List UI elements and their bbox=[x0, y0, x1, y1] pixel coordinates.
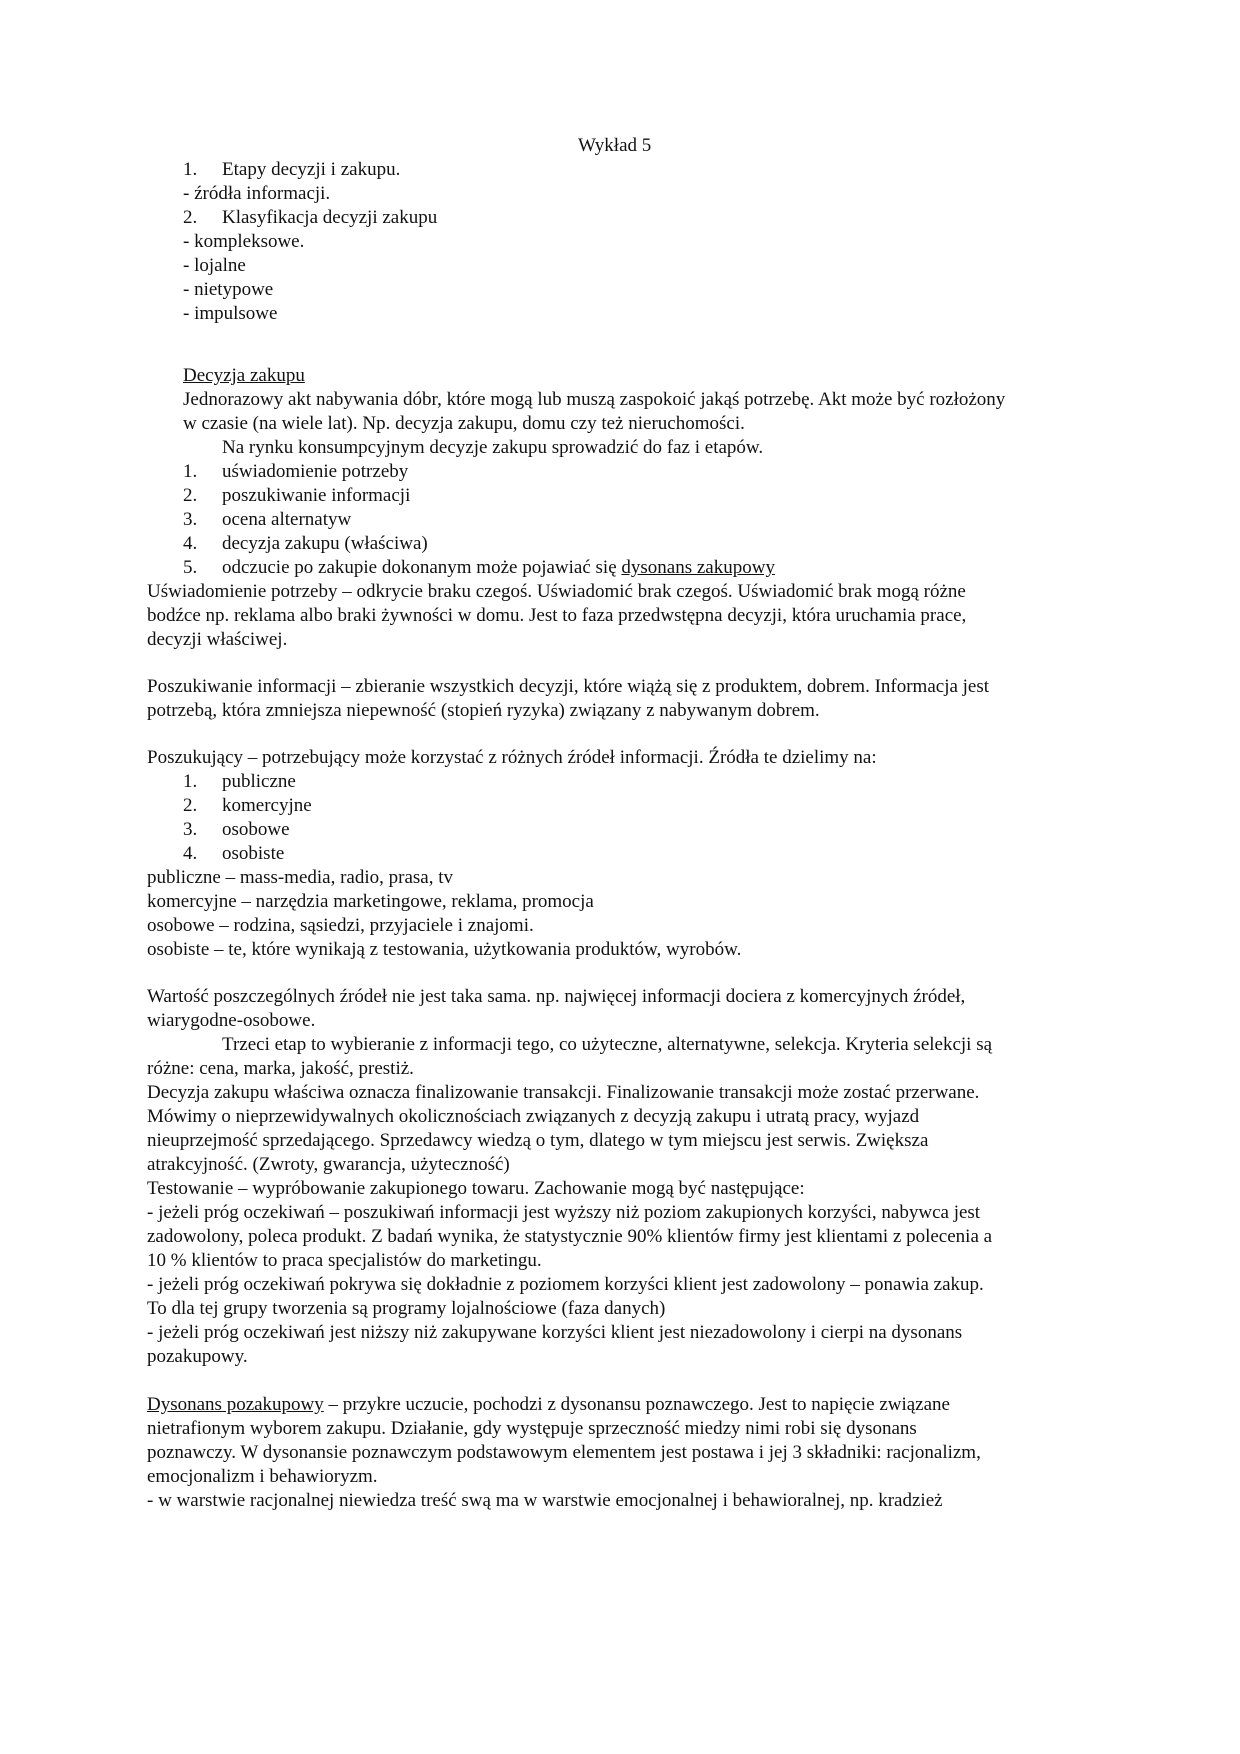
page-title: Wykład 5 bbox=[578, 135, 652, 156]
paragraph-line: Poszukiwanie informacji – zbieranie wszystkich decyzji, które wiążą się z produktem, dobrem. Informacja jest bbox=[147, 676, 990, 697]
paragraph-line: - jeżeli próg oczekiwań jest niższy niż zakupywane korzyści klient jest niezadowolony i cierpi na dysonans bbox=[147, 1322, 963, 1343]
paragraph-line: pozakupowy. bbox=[147, 1346, 248, 1367]
outline-number: 1. bbox=[183, 159, 198, 180]
paragraph-line: Testowanie – wypróbowanie zakupionego towaru. Zachowanie mogą być następujące: bbox=[147, 1178, 805, 1199]
stage-item bbox=[222, 556, 775, 580]
stage-number: 4. bbox=[183, 533, 198, 554]
paragraph-line: wiarygodne-osobowe. bbox=[147, 1010, 316, 1031]
paragraph-line: Decyzja zakupu właściwa oznacza finalizowanie transakcji. Finalizowanie transakcji może zostać przerwane. bbox=[147, 1082, 980, 1103]
paragraph-line: Wartość poszczególnych źródeł nie jest taka sama. np. najwięcej informacji dociera z komercyjnych źródeł, bbox=[147, 986, 966, 1007]
paragraph-line: To dla tej grupy tworzenia są programy lojalnościowe (faza danych) bbox=[147, 1298, 666, 1319]
paragraph-line: Uświadomienie potrzeby – odkrycie braku czegoś. Uświadomić brak czegoś. Uświadomić brak mogą różne bbox=[147, 581, 966, 602]
paragraph-line: różne: cena, marka, jakość, prestiż. bbox=[147, 1058, 414, 1079]
paragraph-line: - jeżeli próg oczekiwań pokrywa się dokładnie z poziomem korzyści klient jest zadowolony – ponawia zakup. bbox=[147, 1274, 984, 1295]
stage-number: 3. bbox=[183, 509, 198, 530]
paragraph-line: potrzebą, która zmniejsza niepewność (stopień ryzyka) związany z nabywanym dobrem. bbox=[147, 700, 820, 721]
dissonance-term: Dysonans pozakupowy bbox=[147, 1394, 324, 1415]
paragraph-line: nieuprzejmość sprzedającego. Sprzedawcy wiedzą o tym, dlatego w tym miejscu jest serwis. Zwiększa bbox=[147, 1130, 929, 1151]
outline-number: 2. bbox=[183, 207, 198, 228]
source-number: 2. bbox=[183, 795, 198, 816]
outline-subitem: - lojalne bbox=[183, 255, 246, 276]
source-description: osobowe – rodzina, sąsiedzi, przyjaciele i znajomi. bbox=[147, 915, 534, 936]
source-number: 4. bbox=[183, 843, 198, 864]
paragraph-line: poznawczy. W dysonansie poznawczym podstawowym elementem jest postawa i jej 3 składniki: racjonalizm, bbox=[147, 1442, 981, 1463]
paragraph-line: Na rynku konsumpcyjnym decyzje zakupu sprowadzić do faz i etapów. bbox=[222, 437, 764, 458]
outline-subitem: - kompleksowe. bbox=[183, 231, 305, 252]
stage-item: ocena alternatyw bbox=[222, 509, 352, 530]
outline-subitem: - nietypowe bbox=[183, 279, 274, 300]
paragraph-line: decyzji właściwej. bbox=[147, 629, 288, 650]
stage-item: uświadomienie potrzeby bbox=[222, 461, 409, 482]
paragraph-line: - jeżeli próg oczekiwań – poszukiwań informacji jest wyższy niż poziom zakupionych korzyści, nabywca jest bbox=[147, 1202, 981, 1223]
stage-item-text: odczucie po zakupie dokonanym może pojawiać się bbox=[222, 557, 622, 578]
paragraph-line: Mówimy o nieprzewidywalnych okolicznościach związanych z decyzją zakupu i utratą pracy, wyjazd bbox=[147, 1106, 920, 1127]
paragraph-line: Trzeci etap to wybieranie z informacji tego, co użyteczne, alternatywne, selekcja. Kryteria selekcji są bbox=[222, 1034, 993, 1055]
stage-number: 2. bbox=[183, 485, 198, 506]
source-item: osobowe bbox=[222, 819, 290, 840]
paragraph-line: - w warstwie racjonalnej niewiedza treść swą ma w warstwie emocjonalnej i behawioralnej, np. kradzież bbox=[147, 1490, 943, 1511]
paragraph-line: 10 % klientów to praca specjalistów do marketingu. bbox=[147, 1250, 542, 1271]
paragraph-line: zadowolony, poleca produkt. Z badań wynika, że statystycznie 90% klientów firmy jest klientami z polecenia a bbox=[147, 1226, 993, 1247]
paragraph-line: emocjonalizm i behawioryzm. bbox=[147, 1466, 378, 1487]
paragraph-line: w czasie (na wiele lat). Np. decyzja zakupu, domu czy też nieruchomości. bbox=[183, 413, 745, 434]
dissonance-link: dysonans zakupowy bbox=[621, 557, 775, 578]
source-number: 3. bbox=[183, 819, 198, 840]
dissonance-definition: – przykre uczucie, pochodzi z dysonansu poznawczego. Jest to napięcie związane bbox=[323, 1394, 950, 1415]
stage-number: 1. bbox=[183, 461, 198, 482]
paragraph-line: nietrafionym wyborem zakupu. Działanie, gdy występuje sprzeczność miedzy nimi robi się dysonans bbox=[147, 1418, 917, 1439]
stage-item: poszukiwanie informacji bbox=[222, 485, 411, 506]
source-item: publiczne bbox=[222, 771, 296, 792]
source-item: komercyjne bbox=[222, 795, 312, 816]
paragraph-line: atrakcyjność. (Zwroty, gwarancja, użyteczność) bbox=[147, 1154, 510, 1175]
stage-item: decyzja zakupu (właściwa) bbox=[222, 533, 428, 554]
section-heading: Decyzja zakupu bbox=[183, 365, 305, 386]
outline-subitem: - źródła informacji. bbox=[183, 183, 331, 204]
paragraph-line bbox=[147, 1393, 950, 1417]
source-item: osobiste bbox=[222, 843, 285, 864]
source-description: osobiste – te, które wynikają z testowania, użytkowania produktów, wyrobów. bbox=[147, 939, 742, 960]
source-number: 1. bbox=[183, 771, 198, 792]
outline-item: Etapy decyzji i zakupu. bbox=[222, 159, 401, 180]
stage-number: 5. bbox=[183, 557, 198, 578]
paragraph-line: Poszukujący – potrzebujący może korzystać z różnych źródeł informacji. Źródła te dzielimy na: bbox=[147, 747, 877, 768]
outline-item: Klasyfikacja decyzji zakupu bbox=[222, 207, 438, 228]
paragraph-line: bodźce np. reklama albo braki żywności w domu. Jest to faza przedwstępna decyzji, która uruchamia prace, bbox=[147, 605, 967, 626]
outline-subitem: - impulsowe bbox=[183, 303, 278, 324]
source-description: publiczne – mass-media, radio, prasa, tv bbox=[147, 867, 454, 888]
source-description: komercyjne – narzędzia marketingowe, reklama, promocja bbox=[147, 891, 594, 912]
paragraph-line: Jednorazowy akt nabywania dóbr, które mogą lub muszą zaspokoić jakąś potrzebę. Akt może być rozłożony bbox=[183, 389, 1006, 410]
